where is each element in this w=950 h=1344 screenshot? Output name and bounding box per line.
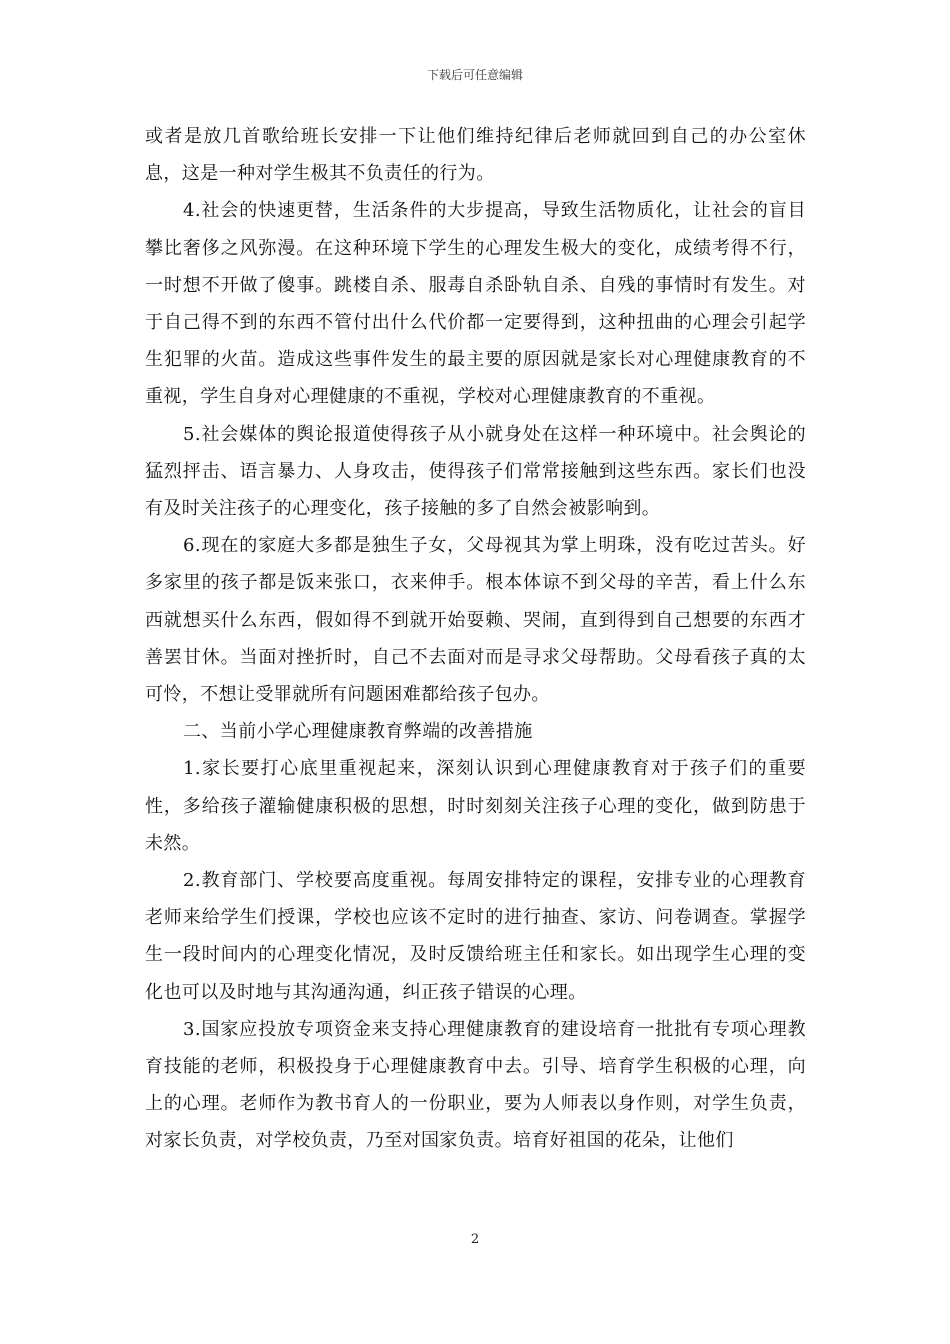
paragraph-measure-3: 3.国家应投放专项资金来支持心理健康教育的建设培育一批批有专项心理教育技能的老师，积极投身于心理健康教育中去。引导、培育学生积极的心理，向上的心理。老师作为教书育人的一份职业，要为人师表以身作则，对学生负责，对家长负责，对学校负责，乃至对国家负责。培育好祖国的花朵，让他们 — [145, 1018, 806, 1152]
paragraph-continuation: 或者是放几首歌给班长安排一下让他们维持纪律后老师就回到自己的办公室休息，这是一种对学生极其不负责任的行为。 — [145, 126, 806, 185]
section-heading: 二、当前小学心理健康教育弊端的改善措施 — [183, 721, 533, 743]
page-header: 下载后可任意编辑 — [426, 68, 523, 82]
page-number: 2 — [470, 1232, 480, 1247]
paragraph-measure-2: 2.教育部门、学校要高度重视。每周安排特定的课程，安排专业的心理教育老师来给学生们授课，学校也应该不定时的进行抽查、家访、问卷调查。掌握学生一段时间内的心理变化情况，及时反馈给班主任和家长。如出现学生心理的变化也可以及时地与其沟通沟通，纠正孩子错误的心理。 — [145, 870, 806, 1003]
document-body — [145, 118, 806, 1160]
paragraph-point-6: 6.现在的家庭大多都是独生子女，父母视其为掌上明珠，没有吃过苦头。好多家里的孩子都是饭来张口，衣来伸手。根本体谅不到父母的辛苦，看上什么东西就想买什么东西，假如得不到就开始耍赖、哭闹，直到得到自己想要的东西才善罢甘休。当面对挫折时，自己不去面对而是寻求父母帮助。父母看孩子真的太可怜，不想让受罪就所有问题困难都给孩子包办。 — [145, 535, 806, 706]
paragraph-measure-1: 1.家长要打心底里重视起来，深刻认识到心理健康教育对于孩子们的重要性，多给孩子灌输健康积极的思想，时时刻刻关注孩子心理的变化，做到防患于未然。 — [145, 758, 806, 854]
paragraph-point-4: 4.社会的快速更替，生活条件的大步提高，导致生活物质化，让社会的盲目攀比奢侈之风弥漫。在这种环境下学生的心理发生极大的变化，成绩考得不行，一时想不开做了傻事。跳楼自杀、服毒自杀卧轨自杀、自残的事情时有发生。对于自己得不到的东西不管付出什么代价都一定要得到，这种扭曲的心理会引起学生犯罪的火苗。造成这些事件发生的最主要的原因就是家长对心理健康教育的不重视，学生自身对心理健康的不重视，学校对心理健康教育的不重视。 — [145, 200, 806, 408]
paragraph-point-5: 5.社会媒体的舆论报道使得孩子从小就身处在这样一种环境中。社会舆论的猛烈抨击、语言暴力、人身攻击，使得孩子们常常接触到这些东西。家长们也没有及时关注孩子的心理变化，孩子接触的多了自然会被影响到。 — [145, 423, 806, 520]
